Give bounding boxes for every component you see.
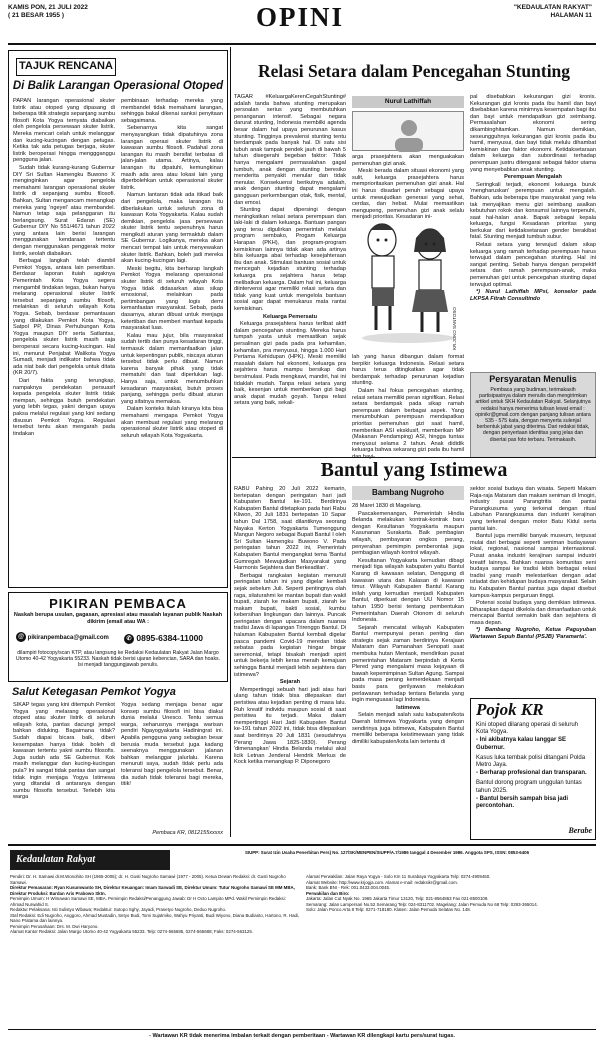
syarat-body: Pembaca yang budiman, terimakasih partisipasinya dalam menulis dan mengirimkan artikel untuk SKH Kedaulatan Rakyat. Selanjutnya redaksi hanya menerima tulisan lewat email : opinikr@gmail.com dengan panjang tulisan antara 535 - 575 kata, dengan menyerta sulenjal berbentuk jabat yang diterima. Dari redaksi tidak, dengan penyertaan identitas yang jelas dan disertai pas foto terbaru. Terimakasih.	[475, 387, 591, 443]
section-title: OPINI	[255, 2, 344, 32]
syarat-title: Persyaratan Menulis	[489, 374, 577, 384]
relasi-paragraph: arga prasejahtera akan menguakakan pemenuhan gizi anak.	[352, 154, 464, 167]
footer-line: Pendiri: Dr. H. Samawi dr.M.Wonohito SH (1965-2006); dr. H. Gusti Nugroho Samawi (1977 - 2005). Ketua Dewan Redaksi: dr. Gusti Nugroho Samawi.	[10, 874, 286, 885]
relasi-subhead: Perempuan Mengalah	[504, 174, 562, 181]
relasi-col-1	[234, 94, 346, 454]
relasi-paragraph: Relasi setara yang terwujud dalam sikap keluarga yang ramah terhadap perempuan harus terwujud dalam pencegahan stunting. Hal ini sangat penting. Sebab hanya dengan perspektif setara dan ramah perempuan-anak, maka pemenuhan gizi untuk pencegahan stunting dapat terwujud optimal.	[470, 242, 596, 288]
footer-line: Alamat Website: http://www.krjogja.com. Alamat e-mail: redaksikr@gmail.com.	[306, 879, 458, 885]
relasi-col-2b	[352, 354, 464, 454]
email-icon: @	[16, 632, 26, 642]
tajuk-paragraph: Kalau mau jujur, bila masyarakat sudah tertib dan punya kesadaran tinggi, termasuk dalam memanfaatkan jalan untuk kepentingan publik, niscaya aturan tersebut tidak perlu dibuat. Namun karena banyak pihak yang tidak mematuhi dan taat diperlukan lagi. Hanya saja, untuk menumbuhkan kesadaran masyarakat, butuh proses panjang, sehingga perlu dibuat aturan yang sifatnya memaksa.	[121, 332, 223, 405]
relasi-paragraph: Keluarga prasejahtera harus terlibat aktif dalam pencegahan stunting. Mereka harus tumpah yasta untuk memastikan sejak persalinan gizi pada pada pra kehamilan, kehamilan, pra menyusui, hingga 1.000 Hari Pertama Kehidupan (HPK). Meski memiliki masalah dalam hal ekonomi, keluarga pra sejahtera harus mampu bersikap dan bersimulasi. Pada mengkawi, mandiri, hai ini tidaklah mudah. Tanpa relasi setara yang baik, kesenjan untuk memberikan gizi bagi anak dapat mudah goyah. Tanpa relasi setara yang baik, sekali-	[234, 321, 346, 407]
pojok-item: Kasus luka tembak polisi ditangani Polda Metro Jaya.	[476, 754, 586, 769]
bantul-paragraph: Pascakemenangan, Pemerintah Hindia Belanda melakukan kontrak-kontrak baru dengan Kesultanan Yogyakarta maupun Kasunanan Surakarta. Baik pembagian wilayah, pembayaran ongkos perang, penyerahan pemimpin pemberontak juga pembagian wilayah kontrol wilayah.	[352, 510, 464, 557]
tajuk-paragraph: Dalam konteks itulah kiranya kita bisa memahami mengapa Pemkot Yogya akan membuat regulasi yang melarang operasional skuter listrik atau otoped di seluruh wilayah Kota Yogyakarta.	[121, 406, 223, 439]
pikiran-email[interactable]	[16, 632, 116, 644]
pojok-item: Kini otoped dilarang operasi di seluruh Kota Yogya.	[476, 722, 579, 736]
footer-rule	[8, 1029, 596, 1030]
letter-signature: Pembaca KR, 0812155xxxxx	[152, 830, 223, 836]
pojok-item: - Bantul bersih sampah bisa jadi percontohan.	[476, 795, 569, 810]
tajuk-paragraph: Meski begitu, kita berharap langkah Pemkot Yogya melarang operasional skuter listrik di seluruh wilayah Kota Yogya tidak didasarkan atas sikap emosional, melainkan pada pertimbangan yang logis demi kemanfaatan masyarakat. Sebab, pada dasarnya, aturan dibuat untuk menjaga ketertiban dan memberi manfaat kepada masyarakat luas.	[121, 265, 223, 332]
footer-line: Solo: Jalan Ponco Arta 8 Telp: 0271-718180. Klaten: Jalan Pemuda Selatan No. 148.	[306, 907, 471, 912]
pojok-items	[476, 722, 592, 810]
relasi-title: Relasi Setara dalam Pencegahan Stunting	[257, 61, 571, 81]
relasi-paragraph: Dalam hal fokus pencegahan stunting, relasi setara memiliki peran signifikan. Relasi setara berdampak pada sikap ramah perempuan dalam berbagai aspek. Yang menumbuhkan perempuan mendapatkan prioritas pemenuhan gizi saat hamil, memberikan ASI eksklusif, memberikan MP (Makanan Pendamping) ASI, hingga tuntas menyusui selama 2 tahun. Anak dididik keluarga bahwa sekarang gizi pada ibu hamil	[352, 387, 464, 454]
bantul-paragraph: RABU Pahing 20 Juli 2022 kemarin, bertepatan dengan peringatan hari jadi Kabupaten Bantul ke-191. Berdirinya Kabupaten Bantul ditetapkan pada hari Rabu Kliwon, 20 Juli 1831 bertepatan 10 Sapar tahun Dal 1758, saat dilantiknya seorang Nayaka Kerton Yogyakarta Tumenggung Mangun Negoro sebagai Bupati Bantul I oleh Sri Sultan Hamengku Buwono V. Pada peringatan tahun 2022 ini, Pemerintah Kabupaten Bantul mengangkat tema 'Bantul Gumregah Mewujudkan Masyarakat yang Harmonis Sejahtera dan Berkeadilan'.	[234, 486, 346, 572]
paper-name: "KEDAULATAN RAKYAT"	[513, 4, 592, 11]
letter-col-2: Yogya sedang menjaga benar agar konsep sumbu filosofi ini bisa diakui dunia melalui Unesco. Tentu semua warga, seharusnya menjaga warisan pendiri Ngayogyakarta Hadiningrat ini. Apabila pengguna yang sebagian besar berusia muda tersebut juga kadang seenaknya menggunakan jalanan bahkan melanggar jalurlalu. Karena menuruti saya, sudah tidak perlu ada toleransi bagi pengelola tersebut. Benar, dia sudah tidak toleransi bagi mereka, titik!	[121, 702, 223, 788]
tajuk-paragraph: Sudah tidak kurang-kurang Gubernur DIY Sri Sultan Hamengku Buwono X menginginkan agar pengelola memahami larangan operasional skuter listrik di sepanjang sumbu filosofi. Bahkan, Sultan mengancam menangkap mereka yang 'ngeyel' atau membandel. Namun tetap saja pelanggaran itu berlangsung. Surat Edaran (SE) Gubernur DIY No 551/4671 tahun 2022 yang antara lain berisi larangan menggunakan kendaraan tertentu dengan menggunakan penggerak motor listrik, seolah diabaikan.	[13, 164, 115, 257]
letter-col-1: SIKAP tegas yang kini ditempuh Pemkot Yogya yang melarang operasional otoped atau skuter listrik di seluruh wilayah kota, pantas dacungi jempol bahkan diduking. Bagaimana tidak? Sudah diapai bicara baik, diberi kesempatan hanya tidak boleh di kawasan tertentu yakni sumbu filosofis. Juga sudah ada SE Gubernur. Kok masih melanggar dan kucing-kucingan pula? Ini sangat tidak pantas dan sangat tidak ingin menjaga Yogya Istimewa yang ditandai di antaranya dengan sumbu filosofis tersebut. Terlebih kita warga	[13, 702, 115, 801]
bantul-author: Bambang Nugroho	[352, 486, 464, 500]
tajuk-paragraph: pembinaan terhadap mereka yang membandel tidak memahami larangan, sehingga bakal dikenai sanksi penyitaan sebagaimana.	[121, 98, 223, 124]
illustration-credit: KR.JOKO SANTOSO	[452, 307, 457, 350]
author-portrait-icon	[353, 112, 465, 152]
page-meta	[514, 4, 592, 19]
pikiran-wa[interactable]	[124, 632, 228, 644]
relasi-paragraph: Stunting dapat dipersingi dengan meningkatkan relasi setara perempuan dan laki-laki di dalam keluarga. Bantuan pangan yang tersu digulirkan pemerintah melalui program sembako, Progam Keluarga Harapan (PKH), dan program-program kemiskinan lainnya tidak akan ada artinya bila keluarga abai terhadap kesejahteraan ibu dan anak. Stimulasi bantuan sosial untuk mencegah kejadian stunting terhadap keluarga pra sejahtera harus tetap melibatkan keluarga. Dalam hal ini, keluarga diintervensi agar memiliki relasi setara dan tidak yang kuat untuk mengelola bantuan sosial agar dapat menukarus mata rantai kemiskinan.	[234, 207, 346, 312]
footer-line: Staf Redaksi: Edi Nugroho, Anggoro, Ahmad Mustadin, Setyo Budi, Tomi Sujatmiko, Wahyu Priyanti, Budi Wiyono, Diana Budianto, Hartono, R. Hadi, Nano Pratama dan lainnya.	[10, 912, 300, 923]
tajuk-paragraph: Sebenarnya kita sangat menyayangkan tidak dipatuhinya zona larangan operasi skuter listrik di kawasan sumbu filosofi. Padahal zona larangan itu masih bersifat terbatas di jalan-jalan utama. Artinya, kalau larangan itu dipatuhi, kemungkinan masih ada area atau lokasi lain yang diperbolehkan untuk operasional skuter listrik.	[121, 125, 223, 191]
footer-line: Alamat Kantor Redaksi: Jalan Margo Utomo 40-42 Yogyakarta 55233. Telp: 0274-565685, 0274-565688; Faks: 0274-563125.	[10, 929, 254, 934]
children-illustration-icon	[352, 200, 464, 350]
pojok-item: - Ini akibatnya kalau langgar SE Gubernur.	[476, 737, 567, 751]
relasi-paragraph: pal disebabkan kekurangan gizi kronis. Kekurangan gizi kronis pada ibu hamil dan bayi disebabkan karena minimnya kesempatan bagi ibu dan bayi untuk mendapatkan gizi seimbang. Permasalahan ekonomi sering dikambinghitamkan. Namun demikian, seseungguhnya kekurangan gizi kronis pada ibu hamil, menyusui, dan bayi tidak melulu dihambat kemiskinan dan faktor ekonomi. Ketidaksetaraan dalam keluarga dan subordinasi terhadap perempuan justru ditengarai sebagai faktor utama yang menyebabkan anak stunting.	[470, 94, 596, 173]
letter-title: Salut Ketegasan Pemkot Yogya	[12, 686, 176, 698]
footer-logo: Kedaulatan Rakyat	[10, 850, 170, 870]
tajuk-paragraph: Berbagai langkah telah diambil Pemkot Yogya, antara lain penertiban. Berdasar laporan ituiah agaknya Pemerintah Kota Yogya segera mengambil tindakan tegas, bukan hanya melarang operasional skuter listrik tersebut sepanjang sumbu filosofi, melainkan di seluruh wilayah Kota Yogya. Sebab, berdasar pemantauan yang dilakukan Pemkot Kota Yogya, Satpol PP, Dinas Perhubungan Kota Yogya maupun DIY serta Satlantas, pengelola skuter listrik masih saja beroperasi secara kucing-kucingan. Hal ini, menurut Penjabat Walikota Yogya Sumadi, menjadi indikator bahwa tidak ada niat baik dari pengelola untuk ditata (KR 20/7).	[13, 258, 115, 377]
bantul-col-2	[352, 503, 464, 838]
relasi-paragraph: Meski berada dalam situasi ekonomi yang sulit, keluarga prasejahtera harus memprioritaskan pemenuhan gizi anak. Hal ini harus disadari penuh sebagai upaya untuk mewujudkan generasi yang sehat, cerdas, dan hebat. Mulai memastikan mengupeng, pemenuhan gizi anak selalu menjadi prioritas. Kesadaran ini-	[352, 168, 464, 221]
bantul-subhead: Sejarah	[279, 679, 301, 686]
column-rule	[230, 47, 231, 837]
masthead-rule	[8, 43, 596, 45]
relasi-col-2a	[352, 154, 464, 221]
footer-line: Pemimpin Umum: H Wimawan Samawi SE, MBA. Pemimpin Redaksi/Penanggung Jawab: Dr H Octo Lampito MPd. Wakil Pemimpin Redaksi: Ahmad Nurwahid S.	[10, 896, 286, 907]
bantul-rule	[232, 457, 596, 458]
whatsapp-icon: ✆	[124, 634, 134, 644]
issue-date-masehi: KAMIS PON, 21 JULI 2022	[8, 4, 88, 11]
relasi-author: Nurul Lathiffah	[352, 96, 464, 108]
tajuk-col-1	[13, 98, 115, 584]
relasi-paragraph: Seringkali terjadi, ekonomi keluarga buruk 'mengharuskan' perempuan untuk mengalah. Bahkan, ada beberapa tipe masyarakat yang rela tak menyajikan menu gizi seimbang asalkan kebutuhan rokok dan konsumsi lainnya terpenuhi, saat hal-halan anak. Bapak sebagai kepala keluarga, fungsi Kesadaran prioritas yang berkukar dari ketidaksetaraan gender berakibat fatal. Stunting menjadi tumbuh subur.	[470, 181, 596, 241]
bantul-paragraph: Sejarah mencatat wilayah Kabupaten Bantul mempunyai peran penting dan strategis sejak zaman berdirinya Kerajaan Mataram dan Pamanahan Senopati saat membuka hutan Mentaok, mendirikan pusat pemerintahan Mataram berpindah di Kerta Plered yang mengalami masa kejayaan di bawah kepemimpinan Sultan Agung. Sampai pada masa perang kemerdekaan menjadi basis para gerilyawan melakukan perlawanan terhadap tentara Belanda yang ingin menguasai lagi Indonesia.	[352, 624, 464, 704]
footer-line: Pemimpin Perusahaan: Drs. M. Dwi Haryono.	[10, 923, 99, 929]
tajuk-label: TAJUK RENCANA	[16, 58, 116, 76]
bantul-paragraph: Potensi sosial budaya yang demikian istimewa. Diharapkan dapat dikelola dan dimanfaatkan untuk mencapai Bantul semakin baik dan sejahtera di masa depan.	[470, 600, 596, 626]
bantul-bio: *) Bambang Nugroho, Ketua Paguyuban Wartawan Sepuh Bantul (PSJB) 'Paramarta'.	[470, 627, 596, 641]
pikiran-subtitle: Naskah berupa usulan, gagasan, apresiasi atau masalah layanan publik Naskah dikirim (email atau WA :	[13, 612, 223, 625]
footer-line: Perwakilan dan Biro:	[306, 890, 350, 896]
pojok-item: - Berharap profesional dan transparan.	[476, 770, 587, 777]
bantul-paragraph: sektor sosial budaya dan wisata. Seperti Makam Raja-raja Mataram dan makam seniman di Imogiri, industry pusat Parangtritis dan pantai Parangkusuma yang terkenal dengan ritual Labuhan Parangkusuma dan industri kerajinan yang terkenal dengan motor Batu Kidul serta pantai lain.	[470, 486, 596, 532]
issue-date-jawa: ( 21 BESAR 1955 )	[8, 11, 64, 19]
footer-line: Alamat Perwakilan: Jalan Raya Yogya - Solo Km 11 Surabaya Yogyakarta Telp: 0274-4909450.	[306, 874, 491, 879]
footer-line: Bank: Bank BNI - Rek: 001.0433.004.0045.	[306, 885, 391, 890]
bantul-paragraph: Bantul juga memiliki banyak museum, terpusat mulai dari berbagai seperti seniman budayawan lokal, regional, nasional sampai internasional. Pusat anaka industri kerajinan sampai industri kreatif lainnya. Bahkan nuansa komunitas seni budaya sampai ke tradisi lebih berbagai relasi tradisi yang masih melestarikan dengan adat istiadat dan kehidupan budaya masyarakat. Selain itu Kabupaten Bantul pantas juga dapat disebut kampus-kampus perguruan tinggi.	[470, 533, 596, 599]
tajuk-title: Di Balik Larangan Operasional Otoped	[12, 80, 224, 92]
bantul-col-3	[470, 486, 596, 694]
tajuk-col-2	[121, 98, 223, 584]
author-photo	[352, 111, 464, 151]
bantul-paragraph: Berbagai rangkaian kegiatan menuruti peringatan tahun ini yang digelar kembali sejak sebelum Juli. Seperti pentingnya olah raga, silaturahmi ke mantan bupati dan wakil bupati, ziarah ke makam bupati, ziarah ke makam bupati, bakti sosial, kumbu kebersihan lingkungan dan lainnya. Puncak peringatan dengan upacara dalam nuansa tradisi Jawa di lapangan Trirenggo Bantul. Di halaman Kabupaten Bantul kembali digelar pasca pandemi Covid-19 meredan tidak sebatas pada kegiatan hingar bingar seremonial, tetapi bisakah menjadi spirit untuk bekerja lebih keras meraih kemajuan sehingga Bantul menjadi lebih sejahtera dan istimewa?	[234, 572, 346, 678]
relasi-col-3	[470, 94, 596, 369]
pojok-signature: Berabe	[568, 826, 592, 835]
bantul-paragraph: Mempertinggi sebuah hari jadi atau hari ulang tahun tidak bisa dilepaskan dari peristiwa atau kejadian penting di masa lalu. Ruh kreatif individu maupun sosial di saat peristiwa itu terjadi. Maka dalam mempertinggi Hari Jadi Kabupaten Bantul ke-191 tahun 2022 ini, tidak bisa dilepaskan saat berdirinya 20 Juli 1831 (sesudahnya Perang Jawa 1825-1830). Perang 'dimenangkan' Hindia Belanda melalui akal licik Letnan Jenderal Hendrik Merkus de Kock ketika menangkap P. Diponegoro	[234, 686, 346, 766]
pojok-item: Bantul dorong program unggulan tuntas tahun 2025.	[476, 780, 582, 794]
pojok-title: Pojok KR	[476, 700, 544, 719]
relasi-paragraph: lah yang harus dibangun dalam format berpikir keluarga Indonesia. Relasi setara harus terus ditingkatkan agar tidak berdampak terhadap penurunan kejadian stunting.	[352, 354, 464, 387]
footer-line: Semarang: Jalan Lampersari No.52 Semarang Telp: 024-8311702. Magelang: Jalan Pemuda No 68 Telp: 0293-365014.	[306, 901, 538, 907]
tajuk-paragraph: Dari fakta yang terungkap, nampaknya pendekatan persuasif kepada pengelola skuter listrik tidak mempan, sehingga butuh pendekatan yang lebih tegas, yakni dengan upaya paksa melalui regulasi yang kini sedang disusun Pemkot Yogya. Regulasi tersebut tentu akan mengarah pada tindakan	[13, 377, 115, 437]
page-number: HALAMAN 11	[550, 11, 592, 19]
bantul-paragraph: Selain menjadi salah satu kabupaten/kota Daerah Istimewa Yogyakarta yang dengan sendirinya juga istimewa, Kabupaten Bantul memiliki beberapa keistimewaan yang tidak dimiliki kabupaten/kota lain tertentu di	[352, 712, 464, 745]
illustration-children	[352, 200, 464, 350]
footer-line: Jakarta: Jalan Cut Nyak No. 1965 Jakarta Timur 13120, Telp: 021-8564863 Fax 021-8500109.	[306, 896, 489, 901]
bantul-paragraph: 28 Maret 1830 di Magelang.	[352, 503, 422, 509]
pikiran-title: PIKIRAN PEMBACA	[49, 596, 187, 611]
relasi-paragraph: TAGAR #KeluargaKerenCegahStunting# adalah tanda bahwa stunting merupakan persoalan serius yang membutuhkan penanganan intensif. Sebagai negara darurat stunting, Indonesia membilki agenda besar dalam hal upaya penurunan kasus stunting. Tingginya prevalensi stunting tentu berdampak pada banyak hal. Di satu sisi tubuh anak tampak pendek jauh di bawah 5 tahun disegerahi begeban faktor: Tidak hanya mengalami permasalahan gagal tumbuh, anak dengan stunting beresiko menderita penyakit menular dan tidak menular. Konsekuensi berikutnya adalah, anak dengan stunting dapat mengalami gangguan perkembangan otak, fisik, mental, dan emosi.	[234, 94, 346, 206]
tajuk-paragraph: Namun lantaran tidak ada itikad baik dari pengelola, maka larangan itu diberlakukan untuk seluruh zona di kawasan Kota Yogyakarta. Kalau sudah demikian, pengelola jasa persewaan skuter listrik tentu sepenuhnya harus mengikuti aturan yang termaktub dalam SE Gubernur. Logikanya, mereka akan mencari tempat lain untuk menyewakan skuter listrik. Bahkan, boleh jadi mereka akan kucing-kucingan lagi.	[121, 192, 223, 265]
bantul-paragraph: Kesultanan Yogyakarta kemudian dibagi menjadi tiga wilayah kabupaten yaitu Bantul Karang di kawasan selatan, Denggung di kawasan utara dan Kalasan di kawasan timur. Wilayah Kabupaten Bantul Karang inilah yang kemudian menjadi Kabupaten Bantul, diperkuat dengan UU Nomor 15 tahun 1950 berisi tentang pembentukan Pemerintahan Daerah Otonom di seluruh Indonesia.	[352, 557, 464, 624]
relasi-bio: *) Nurul Lathiffah MPsi, konselor pada LKPSA Fitrah Consultindo	[470, 289, 596, 302]
pikiran-email-text: pikiranpembaca@gmail.com	[27, 635, 109, 641]
footer-right	[306, 874, 596, 1026]
tajuk-paragraph: PAPAN larangan operasional skuter listrik atau otoped yang dipasang di beberapa titik strategis sepanjang sumbu filosofi Kota Yogya ternyata diabaikan oleh pengelola persewaan skuter listrik. Mereka mencari celah untuk melanggar dan kucing-kucingan dengan petugas. Ketika tak ada petugas berjaga, skuter listrik beroperasi hingga menggganggu pengguna jalan.	[13, 98, 115, 164]
pikiran-note: dilampiri fotocopy/scan KTP, atau langsung ke Redaksi Kedaulatan Rakyat Jalan Margo Utomo 40-42 Yogyakarta 55233. Naskah tidak berisi ujaran kebencian, SARA dan hoaks. Isi menjadi tanggungjawab penulis.	[15, 650, 221, 669]
pikiran-wa-text: 0895-6384-11000	[136, 633, 204, 643]
footer-disclaimer: - Wartawan KR tidak menerima imbalan terkait dengan pemberitaan - Wartawan KR dilengkapi kartu pers/surat tugas.	[149, 1033, 455, 1039]
footer-left	[10, 874, 300, 1026]
bantul-subhead: Istimewa	[396, 704, 420, 711]
footer-line: Direktur Pemasaran: Ryan Kusumwanto SH, Direktur Keuangan: Imam Sarwadi SE, Direktur Umum: Tutur Nugroho Samawi SE MM MBA, Direktur Produksi: Bardan Aris Prabowo Sktn.	[10, 885, 295, 896]
bantul-title: Bantul yang Istimewa	[320, 459, 508, 481]
bantul-col-1	[234, 486, 346, 838]
relasi-subhead: Keluarga Pemersatu	[262, 313, 318, 320]
footer-siup: SIUPP: Surat Izin Usaha Penerbitan Pers) No. 127/SK/MENPEN/SIUPP/A.7/1986 tanggal 4 Desember 1986. Anggota SPS, ISSN: 0853-6406	[244, 850, 530, 855]
footer-line: Redaktur Pelaksana: Isti Sulistyo Wibawa; Redaktur: Sutopo Sghy, Jayadi, Prasetyo Nugroho, Deduo Nugroho.	[10, 907, 227, 912]
